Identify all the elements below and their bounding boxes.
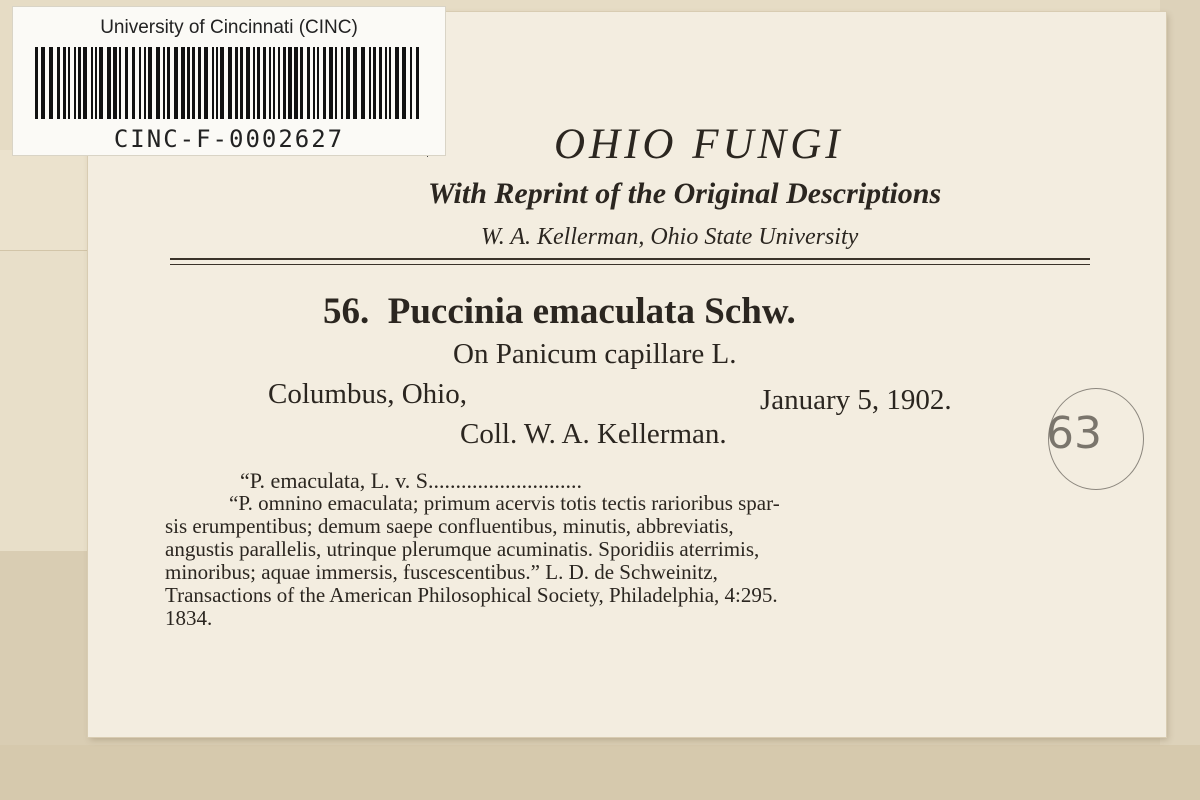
description-reference: “P. emaculata, L. v. S............................ [240,468,582,493]
description-line: minoribus; aquae immersis, fuscescentibus.” L. D. de Schweinitz, [165,560,718,584]
background-bottom [0,745,1200,800]
collection-locality: Columbus, Ohio, [268,378,467,410]
description-line: angustis parallelis, utrinque plerumque acuminatis. Sporidiis aterrimis, [165,537,760,561]
handwritten-number: 63 [1046,408,1102,459]
catalog-number: CINC-F-0002627 [113,125,345,153]
description-line: sis erumpentibus; demum saepe confluentibus, minutis, abbreviatis, [165,514,734,538]
header-rule-bottom [170,264,1090,265]
institution-name: University of Cincinnati (CINC) [100,17,358,38]
series-subtitle: With Reprint of the Original Descriptions [428,177,942,210]
original-description [165,492,1090,630]
collector: Coll. W. A. Kellerman. [460,418,727,450]
barcode-icon [35,47,423,119]
background-envelope-edge [0,250,90,551]
host-plant: On Panicum capillare L. [453,338,737,370]
series-title: OHIO FUNGI [554,121,844,168]
description-line: 1834. [165,606,213,630]
description-line: Transactions of the American Philosophical Society, Philadelphia, 4:295. [165,583,778,607]
species-name: 56. Puccinia emaculata Schw. [323,291,796,332]
collection-date: January 5, 1902. [760,384,952,416]
series-author: W. A. Kellerman, Ohio State University [481,224,859,250]
header-rule-top [170,258,1090,260]
background-right-edge [1160,0,1200,800]
barcode-label [12,6,446,156]
description-line: “P. omnino emaculata; primum acervis totis tectis rarioribus spar- [229,491,780,515]
